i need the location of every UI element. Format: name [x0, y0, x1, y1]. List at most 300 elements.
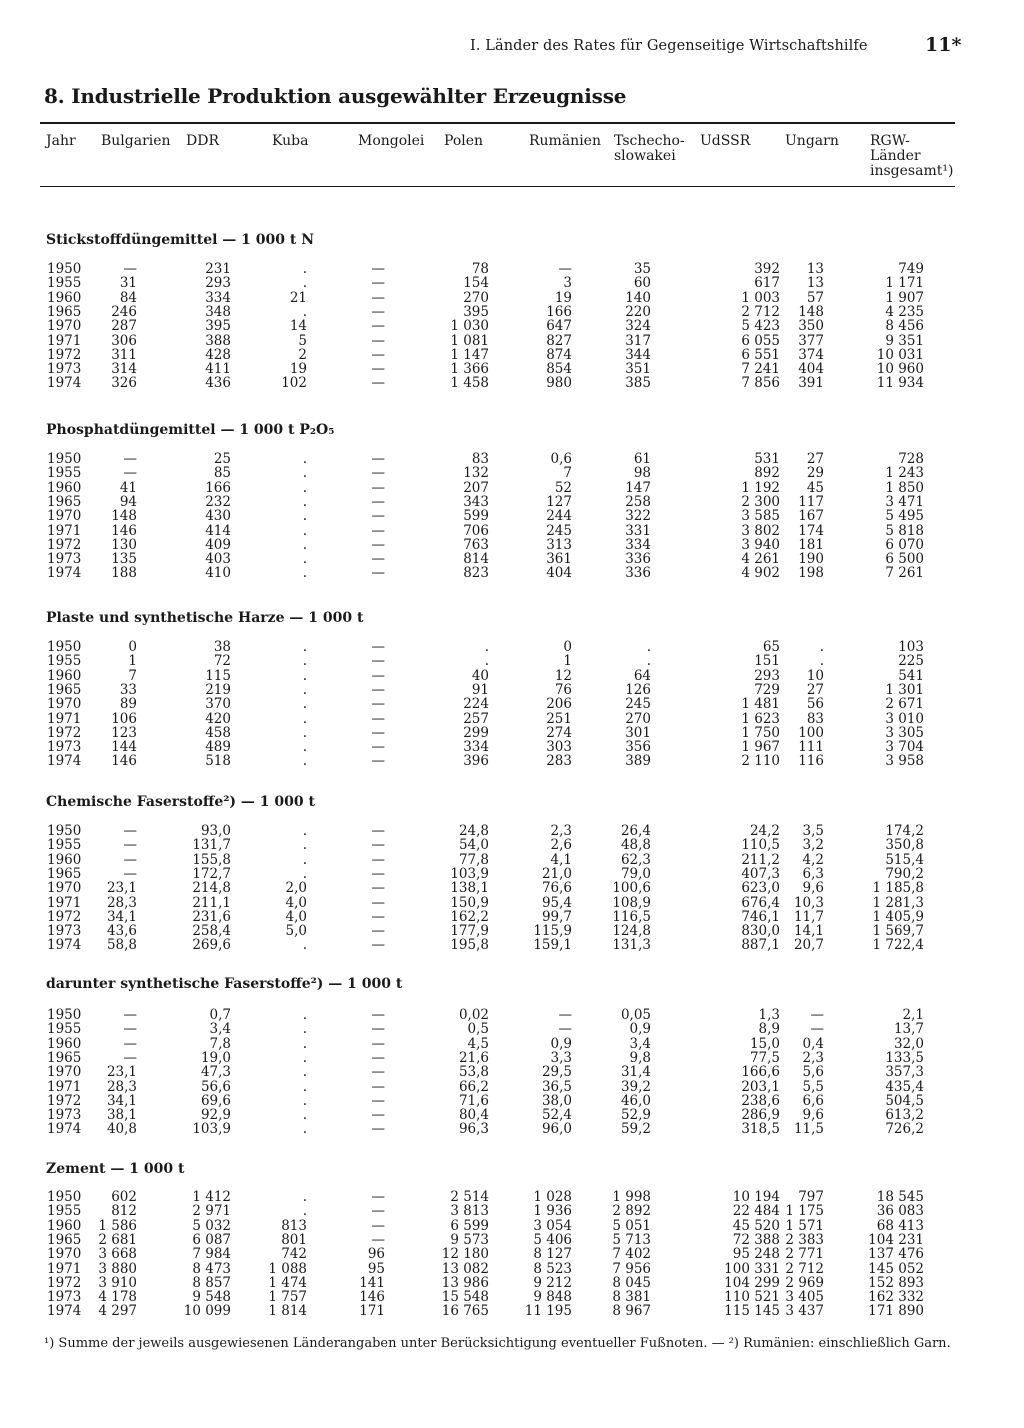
- cell-bg: 40,8: [106, 1121, 137, 1138]
- cell-udssr: 77,5: [749, 1049, 780, 1066]
- cell-pol: 80,4: [458, 1107, 489, 1124]
- cell-mon: —: [371, 851, 385, 868]
- cell-rum: 1: [563, 653, 572, 670]
- cell-rgw: 3 010: [885, 710, 924, 727]
- cell-udssr: 746,1: [741, 908, 780, 925]
- column-header-ddr: DDR: [186, 133, 219, 149]
- cell-mon: —: [371, 681, 385, 698]
- cell-mon: —: [371, 1203, 385, 1220]
- cell-rum: 52,4: [541, 1107, 572, 1124]
- cell-udssr: 407,3: [741, 865, 780, 882]
- cell-pol: 21,6: [458, 1049, 489, 1066]
- cell-ddr: 348: [205, 303, 231, 320]
- cell-udssr: 95 248: [732, 1246, 780, 1263]
- table-row: [0, 654, 1024, 668]
- cell-rum: 3,3: [550, 1049, 572, 1066]
- cell-udssr: 4 902: [741, 565, 780, 582]
- cell-mon: —: [371, 667, 385, 684]
- cell-udssr: 3 940: [741, 536, 780, 553]
- cell-kuba: .: [302, 937, 307, 954]
- cell-tsch: 126: [625, 681, 651, 698]
- cell-tsch: 116,5: [612, 908, 651, 925]
- cell-tsch: 39,2: [620, 1078, 651, 1095]
- cell-rum: 9 848: [533, 1289, 572, 1306]
- cell-kuba: .: [302, 653, 307, 670]
- cell-pol: .: [484, 639, 489, 655]
- cell-ddr: 231: [205, 261, 231, 277]
- cell-udssr: 15,0: [749, 1035, 780, 1052]
- cell-mon: —: [371, 1035, 385, 1052]
- cell-jahr: 1972: [47, 1274, 82, 1291]
- cell-jahr: 1970: [47, 696, 82, 713]
- cell-ddr: 115: [205, 667, 231, 684]
- cell-ung: 11,5: [793, 1121, 824, 1138]
- cell-ung: 2 383: [785, 1231, 824, 1248]
- cell-rum: 244: [546, 508, 572, 525]
- cell-bg: 84: [119, 289, 137, 306]
- cell-rum: 854: [546, 361, 572, 378]
- cell-ddr: 420: [205, 710, 231, 727]
- table-row: [0, 262, 1024, 276]
- cell-rgw: 104 231: [868, 1231, 924, 1248]
- cell-mon: —: [371, 880, 385, 897]
- cell-jahr: 1950: [47, 451, 82, 467]
- cell-rum: 5 406: [533, 1231, 572, 1248]
- cell-ddr: 85: [213, 465, 231, 482]
- cell-bg: —: [123, 1049, 137, 1066]
- cell-ung: 83: [806, 710, 824, 727]
- cell-kuba: 1 088: [268, 1260, 307, 1277]
- table-row: [0, 1108, 1024, 1122]
- cell-jahr: 1960: [47, 479, 82, 496]
- cell-tsch: 100,6: [612, 880, 651, 897]
- cell-tsch: 1 998: [612, 1189, 651, 1205]
- cell-rgw: 9 351: [885, 332, 924, 349]
- cell-ddr: 69,6: [200, 1092, 231, 1109]
- cell-rgw: 350,8: [885, 837, 924, 854]
- cell-pol: 24,8: [458, 823, 489, 839]
- cell-jahr: 1955: [47, 465, 82, 482]
- cell-rgw: 2,1: [902, 1007, 924, 1023]
- cell-bg: 23,1: [106, 1064, 137, 1081]
- cell-bg: —: [123, 261, 137, 277]
- cell-ddr: 2 971: [192, 1203, 231, 1220]
- cell-tsch: 0,05: [620, 1007, 651, 1023]
- table-row: [0, 910, 1024, 924]
- cell-tsch: 61: [633, 451, 651, 467]
- cell-jahr: 1974: [47, 753, 82, 770]
- cell-mon: —: [371, 1217, 385, 1234]
- cell-jahr: 1973: [47, 923, 82, 940]
- cell-rum: 95,4: [541, 894, 572, 911]
- cell-bg: 43,6: [106, 923, 137, 940]
- cell-pol: 132: [463, 465, 489, 482]
- cell-jahr: 1960: [47, 1035, 82, 1052]
- cell-ung: 10: [806, 667, 824, 684]
- cell-bg: 146: [111, 753, 137, 770]
- cell-rum: 21,0: [541, 865, 572, 882]
- cell-ddr: 219: [205, 681, 231, 698]
- cell-tsch: 389: [625, 753, 651, 770]
- cell-pol: 4,5: [467, 1035, 489, 1052]
- cell-udssr: 1 003: [741, 289, 780, 306]
- cell-bg: 326: [111, 375, 137, 392]
- cell-mon: 141: [359, 1274, 385, 1291]
- cell-tsch: 331: [625, 522, 651, 539]
- cell-jahr: 1974: [47, 1303, 82, 1320]
- cell-rum: 980: [546, 375, 572, 392]
- cell-ung: 27: [806, 451, 824, 467]
- cell-ung: 0,4: [802, 1035, 824, 1052]
- cell-tsch: 52,9: [620, 1107, 651, 1124]
- cell-rgw: 6 070: [885, 536, 924, 553]
- cell-mon: —: [371, 1189, 385, 1205]
- cell-bg: 3 880: [98, 1260, 137, 1277]
- cell-jahr: 1971: [47, 894, 82, 911]
- cell-rum: 3 054: [533, 1217, 572, 1234]
- table-row: [0, 1080, 1024, 1094]
- cell-ddr: 458: [205, 724, 231, 741]
- cell-mon: —: [371, 375, 385, 392]
- cell-kuba: .: [302, 565, 307, 582]
- section-title: Chemische Faserstoffe²) — 1 000 t: [46, 794, 315, 810]
- cell-udssr: 4 261: [741, 551, 780, 568]
- table-row: [0, 1190, 1024, 1204]
- cell-ddr: 166: [205, 479, 231, 496]
- cell-tsch: 79,0: [620, 865, 651, 882]
- cell-rum: 38,0: [541, 1092, 572, 1109]
- cell-ung: 13: [806, 275, 824, 292]
- cell-jahr: 1965: [47, 493, 82, 510]
- cell-kuba: .: [302, 1121, 307, 1138]
- cell-mon: 146: [359, 1289, 385, 1306]
- cell-rgw: 5 495: [885, 508, 924, 525]
- cell-mon: —: [371, 937, 385, 954]
- cell-bg: 602: [111, 1189, 137, 1205]
- cell-rgw: 1 907: [885, 289, 924, 306]
- cell-bg: —: [123, 823, 137, 839]
- cell-rgw: 10 960: [876, 361, 924, 378]
- cell-pol: 1 081: [450, 332, 489, 349]
- cell-jahr: 1955: [47, 653, 82, 670]
- cell-udssr: 2 300: [741, 493, 780, 510]
- cell-rgw: 3 305: [885, 724, 924, 741]
- cell-rum: —: [558, 1007, 572, 1023]
- cell-rgw: 515,4: [885, 851, 924, 868]
- cell-ung: 5,6: [802, 1064, 824, 1081]
- cell-jahr: 1974: [47, 565, 82, 582]
- cell-jahr: 1971: [47, 332, 82, 349]
- cell-ung: 57: [806, 289, 824, 306]
- cell-udssr: 531: [754, 451, 780, 467]
- header-bottom-rule: [40, 186, 955, 187]
- cell-pol: 706: [463, 522, 489, 539]
- column-header-bg: Bulgarien: [101, 133, 171, 149]
- cell-bg: 31: [119, 275, 137, 292]
- cell-bg: 28,3: [106, 1078, 137, 1095]
- cell-ddr: 518: [205, 753, 231, 770]
- cell-ung: 10,3: [793, 894, 824, 911]
- cell-tsch: 2 892: [612, 1203, 651, 1220]
- cell-jahr: 1971: [47, 1078, 82, 1095]
- cell-rgw: 613,2: [885, 1107, 924, 1124]
- cell-mon: —: [371, 753, 385, 770]
- cell-pol: 343: [463, 493, 489, 510]
- cell-rum: 206: [546, 696, 572, 713]
- cell-kuba: 742: [281, 1246, 307, 1263]
- cell-jahr: 1972: [47, 908, 82, 925]
- cell-ddr: 214,8: [192, 880, 231, 897]
- table-row: [0, 938, 1024, 952]
- cell-ung: 174: [798, 522, 824, 539]
- cell-jahr: 1955: [47, 1203, 82, 1220]
- cell-kuba: .: [302, 1035, 307, 1052]
- cell-rgw: 5 818: [885, 522, 924, 539]
- cell-rum: 115,9: [533, 923, 572, 940]
- cell-pol: 207: [463, 479, 489, 496]
- cell-jahr: 1960: [47, 667, 82, 684]
- cell-pol: 9 573: [450, 1231, 489, 1248]
- cell-ddr: 3,4: [209, 1021, 231, 1038]
- cell-bg: 1 586: [98, 1217, 137, 1234]
- cell-tsch: 5 713: [612, 1231, 651, 1248]
- cell-udssr: 211,2: [741, 851, 780, 868]
- cell-jahr: 1971: [47, 522, 82, 539]
- table-row: [0, 376, 1024, 390]
- cell-mon: —: [371, 346, 385, 363]
- cell-jahr: 1965: [47, 1231, 82, 1248]
- cell-rum: 9 212: [533, 1274, 572, 1291]
- cell-tsch: 62,3: [620, 851, 651, 868]
- cell-rgw: 1 722,4: [872, 937, 924, 954]
- table-row: [0, 1094, 1024, 1108]
- cell-rum: 827: [546, 332, 572, 349]
- cell-ddr: 8 473: [192, 1260, 231, 1277]
- cell-rgw: 1 405,9: [872, 908, 924, 925]
- cell-rum: 3: [563, 275, 572, 292]
- cell-jahr: 1955: [47, 275, 82, 292]
- cell-jahr: 1970: [47, 508, 82, 525]
- cell-mon: —: [371, 536, 385, 553]
- page-number: 11*: [925, 34, 962, 56]
- section-title: Plaste und synthetische Harze — 1 000 t: [46, 610, 364, 626]
- cell-rum: 404: [546, 565, 572, 582]
- table-row: [0, 740, 1024, 754]
- cell-rum: 361: [546, 551, 572, 568]
- table-row: [0, 291, 1024, 305]
- cell-mon: —: [371, 696, 385, 713]
- cell-mon: —: [371, 465, 385, 482]
- cell-ddr: 269,6: [192, 937, 231, 954]
- cell-udssr: 318,5: [741, 1121, 780, 1138]
- cell-rgw: 32,0: [893, 1035, 924, 1052]
- cell-bg: 2 681: [98, 1231, 137, 1248]
- cell-jahr: 1973: [47, 551, 82, 568]
- cell-udssr: 392: [754, 261, 780, 277]
- section-title: Stickstoffdüngemittel — 1 000 t N: [46, 232, 315, 248]
- cell-pol: 334: [463, 739, 489, 756]
- column-header-udssr: UdSSR: [700, 133, 751, 149]
- table-row: [0, 824, 1024, 838]
- cell-pol: 396: [463, 753, 489, 770]
- cell-kuba: .: [302, 1078, 307, 1095]
- cell-tsch: 31,4: [620, 1064, 651, 1081]
- table-row: [0, 1051, 1024, 1065]
- cell-bg: —: [123, 851, 137, 868]
- cell-rgw: 1 281,3: [872, 894, 924, 911]
- cell-kuba: 2,0: [285, 880, 307, 897]
- cell-rum: 99,7: [541, 908, 572, 925]
- cell-mon: 95: [367, 1260, 385, 1277]
- cell-ddr: 7,8: [209, 1035, 231, 1052]
- cell-udssr: 2 712: [741, 303, 780, 320]
- cell-ddr: 370: [205, 696, 231, 713]
- cell-ddr: 334: [205, 289, 231, 306]
- cell-mon: —: [371, 894, 385, 911]
- cell-bg: 4 297: [98, 1303, 137, 1320]
- cell-bg: —: [123, 865, 137, 882]
- cell-jahr: 1972: [47, 724, 82, 741]
- cell-ung: 797: [798, 1189, 824, 1205]
- cell-kuba: .: [302, 823, 307, 839]
- cell-pol: 15 548: [441, 1289, 489, 1306]
- cell-pol: 2 514: [450, 1189, 489, 1205]
- table-row: [0, 552, 1024, 566]
- cell-rum: 647: [546, 318, 572, 335]
- cell-rgw: 790,2: [885, 865, 924, 882]
- cell-udssr: 10 194: [732, 1189, 780, 1205]
- cell-rum: 4,1: [550, 851, 572, 868]
- cell-ung: 11,7: [793, 908, 824, 925]
- cell-bg: 106: [111, 710, 137, 727]
- cell-ung: 391: [798, 375, 824, 392]
- cell-rum: 874: [546, 346, 572, 363]
- table-row: [0, 1290, 1024, 1304]
- cell-rgw: 68 413: [876, 1217, 924, 1234]
- cell-pol: .: [484, 653, 489, 670]
- cell-ddr: 131,7: [192, 837, 231, 854]
- cell-kuba: .: [302, 837, 307, 854]
- cell-pol: 823: [463, 565, 489, 582]
- cell-rum: 7: [563, 465, 572, 482]
- cell-kuba: 19: [289, 361, 307, 378]
- cell-pol: 0,02: [458, 1007, 489, 1023]
- cell-kuba: 14: [289, 318, 307, 335]
- cell-rgw: 1 850: [885, 479, 924, 496]
- cell-tsch: 258: [625, 493, 651, 510]
- cell-ung: 377: [798, 332, 824, 349]
- column-header-jahr: Jahr: [46, 133, 76, 149]
- cell-ddr: 72: [213, 653, 231, 670]
- cell-udssr: 1 750: [741, 724, 780, 741]
- cell-rgw: 3 704: [885, 739, 924, 756]
- cell-ddr: 489: [205, 739, 231, 756]
- cell-ung: 350: [798, 318, 824, 335]
- table-row: [0, 348, 1024, 362]
- cell-udssr: 110 521: [724, 1289, 780, 1306]
- cell-udssr: 104 299: [724, 1274, 780, 1291]
- cell-ung: 2 712: [785, 1260, 824, 1277]
- cell-jahr: 1960: [47, 1217, 82, 1234]
- cell-udssr: 887,1: [741, 937, 780, 954]
- cell-ddr: 211,1: [192, 894, 231, 911]
- cell-tsch: 35: [633, 261, 651, 277]
- cell-rum: 0,6: [550, 451, 572, 467]
- cell-kuba: 801: [281, 1231, 307, 1248]
- cell-udssr: 1 623: [741, 710, 780, 727]
- table-row: [0, 524, 1024, 538]
- table-row: [0, 640, 1024, 654]
- table-row: [0, 481, 1024, 495]
- cell-jahr: 1971: [47, 1260, 82, 1277]
- cell-rgw: 749: [898, 261, 924, 277]
- cell-ddr: 47,3: [200, 1064, 231, 1081]
- cell-bg: 38,1: [106, 1107, 137, 1124]
- cell-udssr: 7 241: [741, 361, 780, 378]
- table-row: [0, 853, 1024, 867]
- cell-pol: 138,1: [450, 880, 489, 897]
- cell-ung: 56: [806, 696, 824, 713]
- cell-ung: 45: [806, 479, 824, 496]
- section-title: darunter synthetische Faserstoffe²) — 1 000 t: [46, 976, 403, 992]
- cell-rum: 52: [554, 479, 572, 496]
- footnote: ¹) Summe der jeweils ausgewiesenen Länderangaben unter Berücksichtigung eventueller Fußnoten. — ²) Rumänien: einschließlich Garn.: [44, 1336, 951, 1351]
- cell-rgw: 171 890: [868, 1303, 924, 1320]
- table-row: [0, 1204, 1024, 1218]
- cell-mon: —: [371, 261, 385, 277]
- cell-ung: 1 571: [785, 1217, 824, 1234]
- cell-ung: 181: [798, 536, 824, 553]
- cell-bg: 34,1: [106, 1092, 137, 1109]
- cell-rum: 19: [554, 289, 572, 306]
- cell-bg: 34,1: [106, 908, 137, 925]
- cell-rum: 29,5: [541, 1064, 572, 1081]
- section-title: Phosphatdüngemittel — 1 000 t P₂O₅: [46, 422, 335, 438]
- cell-jahr: 1972: [47, 346, 82, 363]
- cell-ddr: 56,6: [200, 1078, 231, 1095]
- cell-kuba: .: [302, 522, 307, 539]
- cell-udssr: 293: [754, 667, 780, 684]
- cell-udssr: 830,0: [741, 923, 780, 940]
- cell-pol: 763: [463, 536, 489, 553]
- cell-rum: 0: [563, 639, 572, 655]
- cell-kuba: .: [302, 551, 307, 568]
- cell-kuba: .: [302, 639, 307, 655]
- cell-udssr: 72 388: [732, 1231, 780, 1248]
- cell-rum: —: [558, 1021, 572, 1038]
- cell-pol: 195,8: [450, 937, 489, 954]
- cell-ddr: 19,0: [200, 1049, 231, 1066]
- cell-tsch: 8 381: [612, 1289, 651, 1306]
- cell-tsch: 336: [625, 551, 651, 568]
- cell-ung: .: [819, 639, 824, 655]
- cell-ddr: 411: [205, 361, 231, 378]
- cell-tsch: 344: [625, 346, 651, 363]
- cell-rum: 166: [546, 303, 572, 320]
- cell-tsch: 7 402: [612, 1246, 651, 1263]
- cell-rum: 245: [546, 522, 572, 539]
- table-row: [0, 754, 1024, 768]
- cell-mon: —: [371, 551, 385, 568]
- cell-rgw: 1 301: [885, 681, 924, 698]
- cell-mon: —: [371, 332, 385, 349]
- cell-rum: 283: [546, 753, 572, 770]
- cell-jahr: 1950: [47, 261, 82, 277]
- cell-pol: 78: [471, 261, 489, 277]
- cell-udssr: 729: [754, 681, 780, 698]
- table-row: [0, 697, 1024, 711]
- cell-bg: —: [123, 1007, 137, 1023]
